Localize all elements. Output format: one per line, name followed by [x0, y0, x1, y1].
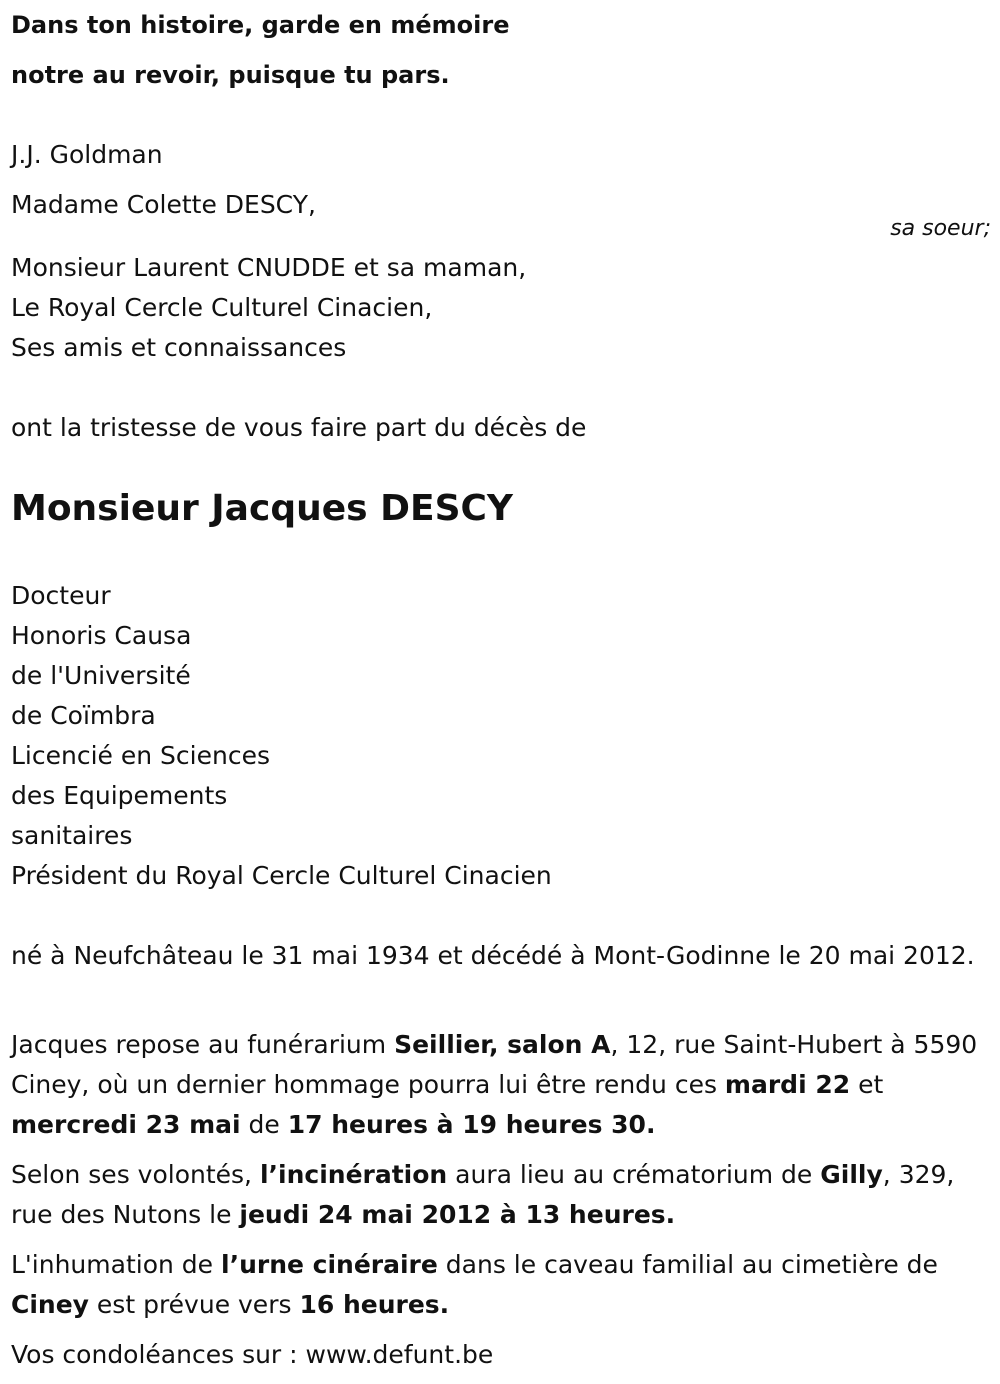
family-sister-relation: sa soeur;	[890, 216, 991, 241]
condolences-line	[11, 1340, 493, 1370]
cremation-paragraph	[11, 1155, 986, 1235]
family-line-2: Monsieur Laurent CNUDDE et sa maman,	[11, 253, 527, 282]
title-4: Licencié en Sciences	[11, 741, 270, 770]
cremation-bold-1: l’incinération	[259, 1160, 448, 1189]
title-5: des Equipements	[11, 781, 228, 810]
burial-bold-3: 16 heures.	[299, 1290, 450, 1319]
rest-bold-1: Seillier, salon A	[394, 1030, 611, 1059]
burial-bold-2: Ciney	[11, 1290, 89, 1319]
quote-line-1: Dans ton histoire, garde en mémoire	[11, 11, 510, 39]
burial-text-2: dans le caveau familial au cimetière de	[437, 1250, 938, 1279]
burial-text-3: est prévue vers	[88, 1290, 300, 1319]
condolences-label: Vos condoléances sur :	[11, 1340, 306, 1369]
cremation-text-3: , 329, rue des Nutons le	[11, 1160, 955, 1229]
rest-bold-4: 17 heures à 19 heures 30.	[287, 1110, 656, 1139]
rest-text-4: de	[240, 1110, 288, 1139]
announcement: ont la tristesse de vous faire part du décès de	[11, 413, 587, 442]
burial-text-1: L'inhumation de	[11, 1250, 221, 1279]
rest-text-3: et	[850, 1070, 884, 1099]
title-3: de Coïmbra	[11, 701, 156, 730]
family-line-4: Ses amis et connaissances	[11, 333, 347, 362]
birth-death: né à Neufchâteau le 31 mai 1934 et décédé à Mont-Godinne le 20 mai 2012.	[11, 941, 975, 970]
title-0: Docteur	[11, 581, 111, 610]
cremation-text-1: Selon ses volontés,	[11, 1160, 260, 1189]
rest-bold-3: mercredi 23 mai	[11, 1110, 241, 1139]
title-1: Honoris Causa	[11, 621, 192, 650]
burial-bold-1: l’urne cinéraire	[221, 1250, 438, 1279]
quote-author: J.J. Goldman	[11, 140, 163, 169]
title-2: de l'Université	[11, 661, 191, 690]
title-6: sanitaires	[11, 821, 133, 850]
title-7: Président du Royal Cercle Culturel Cinacien	[11, 861, 552, 890]
rest-text-2: , 12, rue Saint-Hubert à 5590 Ciney, où un dernier hommage pourra lui être rendu ces	[11, 1030, 978, 1099]
family-line-3: Le Royal Cercle Culturel Cinacien,	[11, 293, 433, 322]
deceased-name: Monsieur Jacques DESCY	[11, 488, 513, 529]
burial-paragraph	[11, 1245, 986, 1325]
cremation-bold-2: Gilly	[820, 1160, 883, 1189]
cremation-text-2: aura lieu au crématorium de	[447, 1160, 821, 1189]
quote-line-2: notre au revoir, puisque tu pars.	[11, 61, 450, 89]
rest-bold-2: mardi 22	[724, 1070, 851, 1099]
cremation-bold-3: jeudi 24 mai 2012 à 13 heures.	[239, 1200, 676, 1229]
rest-paragraph	[11, 1025, 986, 1145]
family-sister-name: Madame Colette DESCY,	[11, 190, 316, 219]
condolences-link[interactable]: www.defunt.be	[305, 1340, 494, 1369]
rest-text-1: Jacques repose au funérarium	[11, 1030, 395, 1059]
